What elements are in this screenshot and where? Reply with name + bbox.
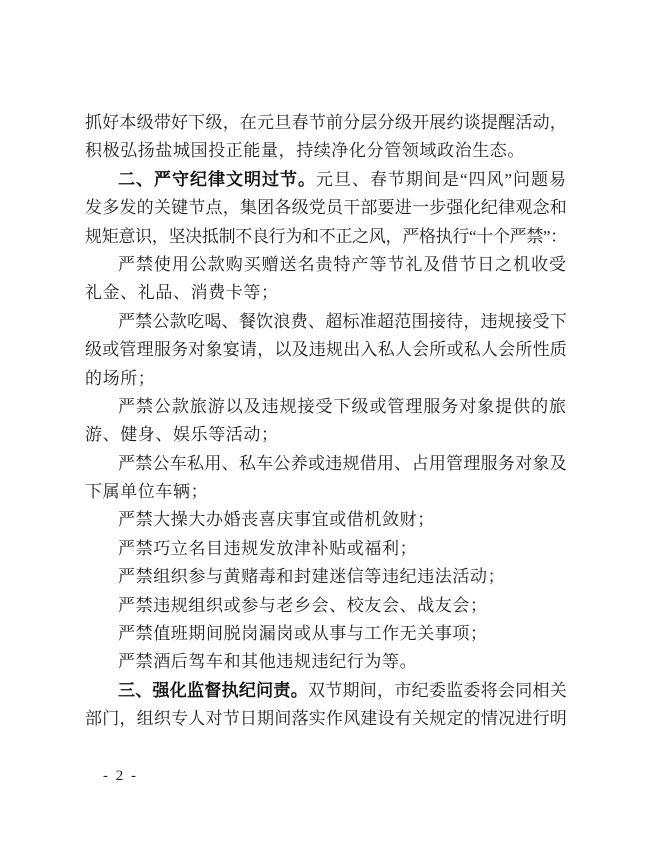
document-line (85, 251, 567, 279)
document-line (85, 677, 567, 705)
body-text-segment: 严禁公款旅游以及违规接受下级或管理服务对象提供的旅 (118, 396, 567, 416)
line-text (85, 369, 155, 388)
body-text-segment: 严禁巧立名目违规发放津补贴或福利； (118, 538, 418, 558)
body-text-segment: 严禁使用公款购买赠送名贵特产等节礼及借节日之机收受 (118, 254, 567, 274)
document-line (85, 223, 567, 251)
document-line (85, 279, 567, 307)
document-line (85, 308, 567, 336)
line-text (85, 340, 567, 359)
line-text (85, 709, 567, 728)
document-line (85, 109, 567, 137)
heading-text-segment: 二、严守纪律文明过节。 (118, 169, 316, 189)
document-line (85, 563, 567, 591)
body-text-segment: 严禁值班期间脱岗漏岗或从事与工作无关事项； (118, 624, 488, 644)
line-text (85, 255, 567, 274)
body-text-segment: 严禁公车私用、私车公养或违规借用、占用管理服务对象及 (118, 453, 567, 473)
document-line (85, 506, 567, 534)
line-text (85, 397, 567, 416)
line-text (85, 425, 279, 444)
body-text-segment: 严禁大操大办婚丧喜庆事宜或借机敛财； (118, 510, 435, 530)
line-text (85, 113, 567, 132)
document-line (85, 620, 567, 648)
line-text (85, 596, 488, 615)
line-text (85, 312, 567, 331)
line-text (85, 283, 279, 302)
document-line (85, 478, 567, 506)
body-text-segment: 严禁公款吃喝、餐饮浪费、超标准超范围接待，违规接受下 (118, 311, 567, 331)
line-text (85, 227, 567, 246)
line-text (85, 624, 488, 643)
line-text (85, 170, 567, 189)
line-text (85, 198, 567, 217)
document-line (85, 365, 567, 393)
line-text (85, 652, 417, 671)
document-line (85, 705, 567, 733)
body-text-segment: 严禁违规组织或参与老乡会、校友会、战友会； (118, 595, 488, 615)
document-line (85, 166, 567, 194)
line-text (85, 567, 505, 586)
body-text-segment: 抓好本级带好下级，在元旦春节前分层分级开展约谈提醒活动， (85, 113, 567, 132)
body-text-segment: 双节期间，市纪委监委将会同相关 (307, 680, 568, 700)
document-line (85, 137, 567, 165)
body-text-segment: 部门，组织专人对节日期间落实作风建设有关规定的情况进行明 (85, 709, 567, 729)
document-line (85, 592, 567, 620)
body-text-segment: 严禁酒后驾车和其他违规违纪行为等。 (118, 652, 418, 672)
line-text (85, 141, 525, 160)
body-text-segment: 游、健身、娱乐等活动； (85, 425, 279, 445)
body-text-segment: 的场所； (85, 368, 156, 388)
line-text (85, 510, 435, 529)
line-text (85, 681, 567, 700)
body-text-segment: 元旦、春节期间是“四风”问题易 (315, 169, 568, 189)
document-line (85, 336, 567, 364)
page-number: - 2 - (103, 768, 138, 784)
document-line (85, 535, 567, 563)
body-text-segment: 礼金、礼品、消费卡等； (85, 283, 279, 303)
body-text-segment: 严禁组织参与黄赌毒和封建迷信等违纪违法活动； (118, 567, 506, 587)
line-text (85, 482, 208, 501)
document-line (85, 421, 567, 449)
body-text-segment: 积极弘扬盐城国投正能量，持续净化分管领域政治生态。 (85, 141, 525, 161)
line-text (85, 539, 417, 558)
body-text-segment: 规矩意识，坚决抵制不良行为和不正之风，严格执行“十个严禁”： (85, 226, 567, 246)
body-text-segment: 级或管理服务对象宴请，以及违规出入私人会所或私人会所性质 (85, 340, 567, 360)
text-block (85, 109, 567, 734)
document-line (85, 393, 567, 421)
body-text-segment: 发多发的关键节点，集团各级党员干部要进一步强化纪律观念和 (85, 198, 567, 218)
document-line (85, 648, 567, 676)
body-text-segment: 下属单位车辆； (85, 482, 209, 502)
document-line (85, 450, 567, 478)
document-line (85, 194, 567, 222)
heading-text-segment: 三、强化监督执纪问责。 (118, 680, 308, 700)
line-text (85, 454, 567, 473)
